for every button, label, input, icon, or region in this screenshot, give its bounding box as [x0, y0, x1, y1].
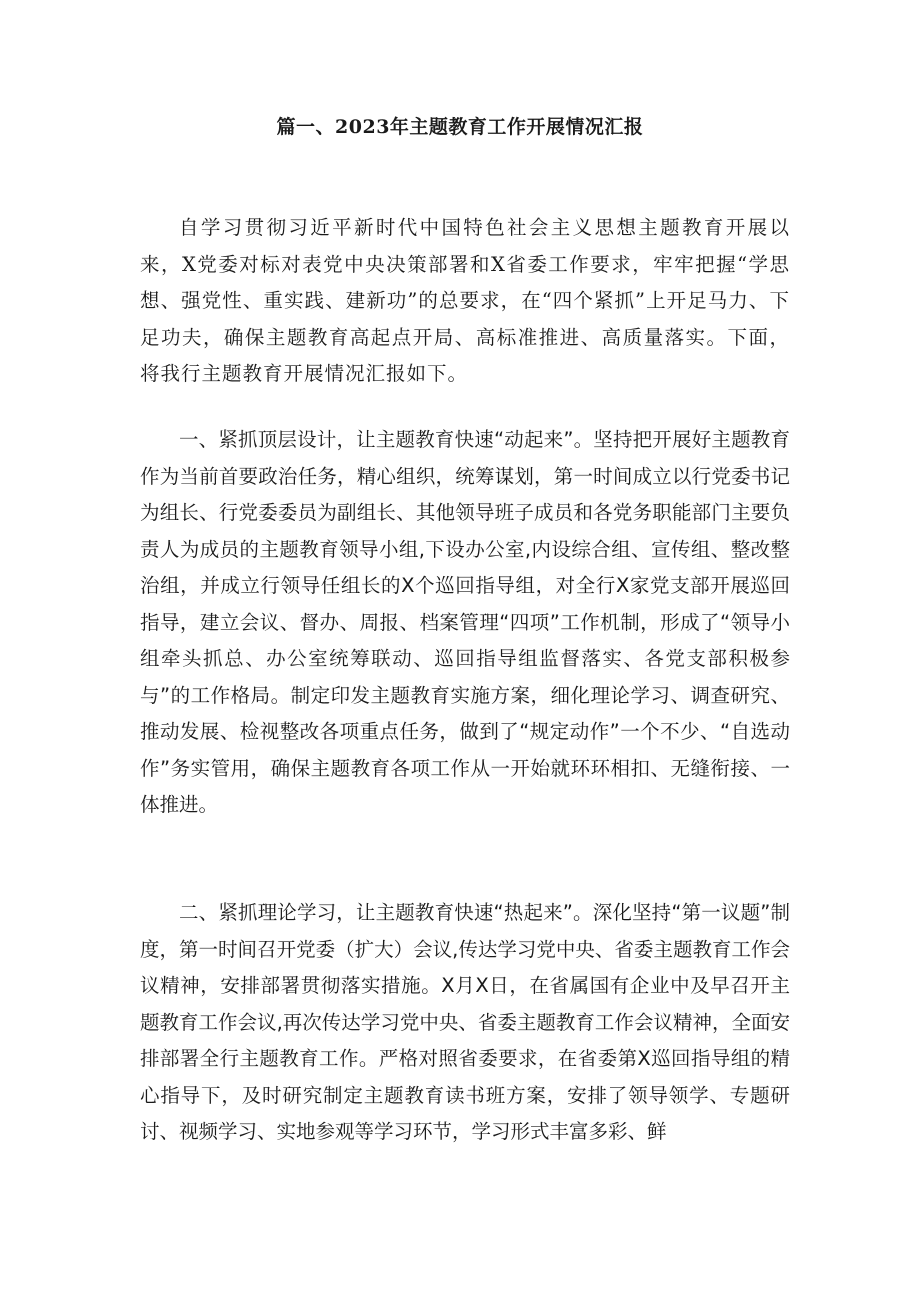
paragraph-section-two-text: 二、紧抓理论学习，让主题教育快速“热起来”。深化坚持“第一议题”制度，第一时间召开党委（扩大）会议,传达学习党中央、省委主题教育工作会议精神，安排部署贯彻落实措施。X月X日，在省属国有企业中及早召开主题教育工作会议,再次传达学习党中央、省委主题教育工作会议精神，全面安排部署全行主题教育工作。严格对照省委要求，在省委第X巡回指导组的精心指导下，及时研究制定主题教育读书班方案，安排了领导领学、专题研讨、视频学习、实地参观等学习环节，学习形式丰富多彩、鲜: [140, 901, 790, 1143]
paragraph-intro: [140, 210, 790, 393]
paragraph-section-one-text: 一、紧抓顶层设计，让主题教育快速“动起来”。坚持把开展好主题教育作为当前首要政治任务，精心组织，统筹谋划，第一时间成立以行党委书记为组长、行党委委员为副组长、其他领导班子成员和各党务职能部门主要负责人为成员的主题教育领导小组,下设办公室,内设综合组、宣传组、整改整治组，并成立行领导任组长的X个巡回指导组，对全行X家党支部开展巡回指导，建立会议、督办、周报、档案管理“四项”工作机制，形成了“领导小组牵头抓总、办公室统筹联动、巡回指导组监督落实、各党支部积极参与”的工作格局。制定印发主题教育实施方案，细化理论学习、调查研究、推动发展、检视整改各项重点任务，做到了“规定动作”一个不少、“自选动作”务实管用，确保主题教育各项工作从一开始就环环相扣、无缝衔接、一体推进。: [140, 428, 790, 816]
document-title: 篇一、2023年主题教育工作开展情况汇报: [276, 116, 644, 138]
paragraph-section-one: [140, 422, 790, 824]
paragraph-intro-text: 自学习贯彻习近平新时代中国特色社会主义思想主题教育开展以来，X党委对标对表党中央决策部署和X省委工作要求，牢牢把握“学思想、强党性、重实践、建新功”的总要求，在“四个紧抓”上开足马力、下足功夫，确保主题教育高起点开局、高标准推进、高质量落实。下面，将我行主题教育开展情况汇报如下。: [140, 216, 790, 385]
paragraph-section-two: [140, 895, 790, 1151]
